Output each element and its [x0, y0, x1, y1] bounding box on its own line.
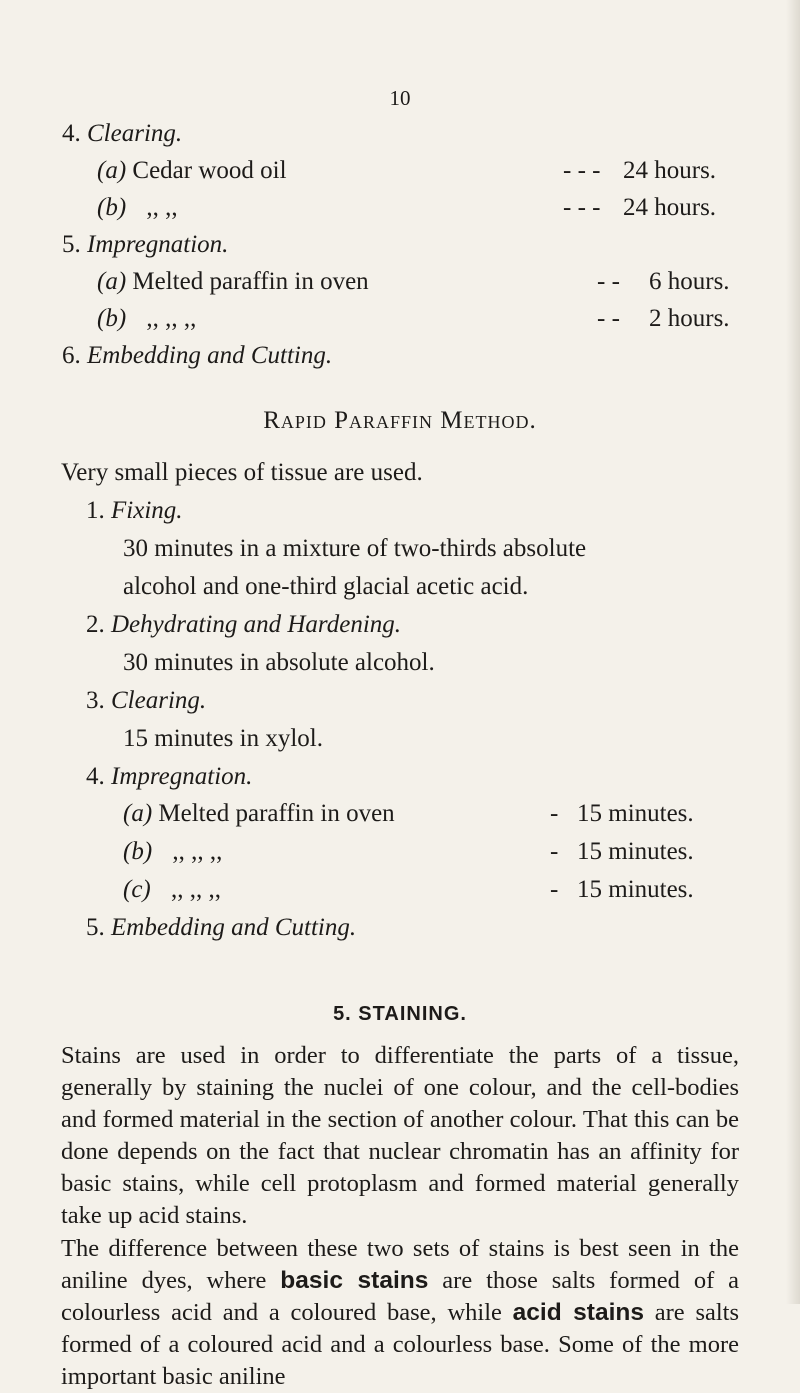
list1-item-5: 5. Impregnation.	[62, 231, 229, 258]
step-text: 30 minutes in a mixture of two-thirds absolute	[123, 535, 587, 562]
list1-impregnation-a: (a) Melted paraffin in oven	[97, 268, 369, 295]
list1-impregnation-b: (b) ,, ,, ,,	[97, 305, 197, 332]
impregnation-row-c: (c) ,, ,, ,,	[123, 876, 221, 903]
step-embedding: 5. Embedding and Cutting.	[86, 914, 357, 941]
duration-value: 6 hours.	[649, 268, 730, 295]
staining-heading: 5. STAINING.	[333, 1003, 467, 1025]
impregnation-row-b: (b) ,, ,, ,,	[123, 838, 223, 865]
step-impregnation: 4. Impregnation.	[86, 763, 253, 790]
page-edge-shadow	[786, 0, 800, 1304]
intro-text: Very small pieces of tissue are used.	[61, 459, 423, 486]
leader-dash: -	[550, 800, 559, 827]
step-text: 15 minutes in xylol.	[123, 725, 323, 752]
page-number: 10	[389, 86, 411, 110]
list1-item-4: 4. Clearing.	[62, 120, 183, 147]
staining-paragraph-1: Stains are used in order to differentiate the parts of a tissue, generally by staining the nuclei of one colour, and the cell-bodies and formed material in the section of another colour. That this can be done depends on the fact that nuclear chromatin has an affinity for basic stains, while cell protoplasm and formed material generally take up acid stains.	[61, 1042, 739, 1229]
list1-item-6: 6. Embedding and Cutting.	[62, 342, 333, 369]
list1-clearing-b: (b) ,, ,,	[97, 194, 178, 221]
staining-paragraph-2: The difference between these two sets of stains is best seen in the aniline dyes, where basic stains are those salts formed of a colourless acid and a coloured base, while acid stains are salts formed of a coloured acid and a colourless base. Some of the more important basic aniline	[61, 1235, 740, 1390]
duration-value: 2 hours.	[649, 305, 730, 332]
step-text: 30 minutes in absolute alcohol.	[123, 649, 435, 676]
duration-value: 24 hours.	[623, 194, 717, 221]
leader-dash: -	[550, 838, 559, 865]
step-text: alcohol and one-third glacial acetic acid.	[123, 573, 529, 600]
leader-dots: - -	[597, 268, 620, 295]
impregnation-row-a: (a) Melted paraffin in oven	[123, 800, 395, 827]
step-dehydrating: 2. Dehydrating and Hardening.	[86, 611, 402, 638]
duration-value: 15 minutes.	[577, 800, 694, 827]
leader-dots: - - -	[563, 194, 601, 221]
section-heading: Rapid Paraffin Method.	[263, 407, 537, 434]
duration-value: 15 minutes.	[577, 876, 694, 903]
leader-dots: - -	[597, 305, 620, 332]
duration-value: 15 minutes.	[577, 838, 694, 865]
leader-dots: - - -	[563, 157, 601, 184]
step-fixing: 1. Fixing.	[86, 497, 183, 524]
duration-value: 24 hours.	[623, 157, 717, 184]
leader-dash: -	[550, 876, 559, 903]
step-clearing: 3. Clearing.	[86, 687, 207, 714]
list1-clearing-a: (a) Cedar wood oil	[97, 157, 287, 184]
